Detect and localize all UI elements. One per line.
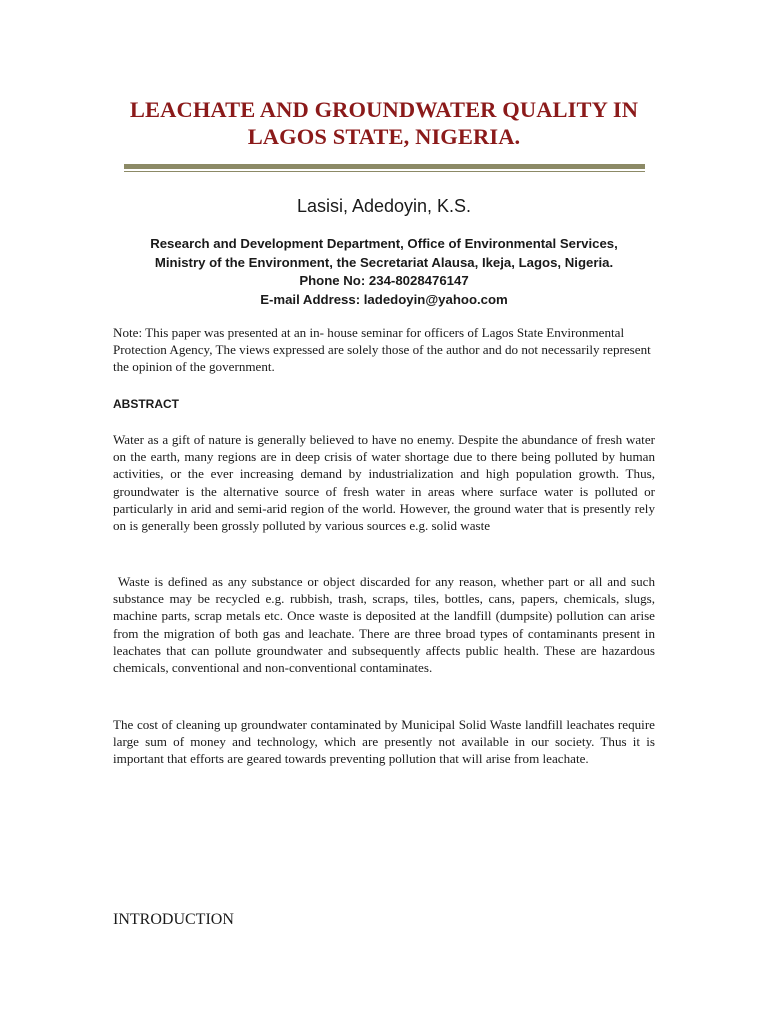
abstract-paragraph-2: Waste is defined as any substance or object discarded for any reason, whether part or all and such substance may be recycled e.g. rubbish, trash, scraps, tiles, bottles, cans, papers, chemicals, slugs, machine parts, scrap metals etc. Once waste is deposited at the landfill (dumpsite) pollution can arise from the migration of both gas and leachate. There are three broad types of contaminants present in leachates that can pollute groundwater and subsequently affects public health. These are hazardous chemicals, conventional and non-conventional contaminates.: [113, 574, 655, 676]
title-line-2: LAGOS STATE, NIGERIA.: [247, 124, 521, 149]
title-divider: [124, 164, 645, 172]
title-divider-thick: [124, 164, 645, 169]
affiliation-phone: Phone No: 234-8028476147: [299, 273, 469, 289]
abstract-heading: ABSTRACT: [113, 397, 179, 411]
author-affiliation: [100, 235, 668, 309]
author-name: Lasisi, Adedoyin, K.S.: [296, 196, 472, 216]
introduction-heading: INTRODUCTION: [113, 911, 234, 928]
document-title: [90, 96, 678, 150]
abstract-paragraph-1: Water as a gift of nature is generally believed to have no enemy. Despite the abundance of fresh water on the earth, many regions are in deep crisis of water shortage due to there being polluted by human activities, or the ever increasing demand by industrialization and high population growth. Thus, groundwater is the alternative source of fresh water in areas where surface water is polluted or particularly in arid and semi-arid region of the world. However, the ground water that is presently rely on is generally been grossly polluted by various sources e.g. solid waste: [113, 432, 655, 534]
title-divider-thin: [124, 171, 645, 172]
affiliation-line-2: Ministry of the Environment, the Secretariat Alausa, Ikeja, Lagos, Nigeria.: [154, 254, 614, 270]
affiliation-line-1: Research and Development Department, Office of Environmental Services,: [150, 236, 618, 251]
title-line-1: LEACHATE AND GROUNDWATER QUALITY IN: [129, 97, 639, 122]
abstract-paragraph-3: The cost of cleaning up groundwater contaminated by Municipal Solid Waste landfill leachates require large sum of money and technology, which are presently not available in our society. Thus it is important that efforts are geared towards preventing pollution that will arise from leachate.: [113, 717, 655, 767]
seminar-note: Note: This paper was presented at an in- house seminar for officers of Lagos State Environmental Protection Agency, The views expressed are solely those of the author and do not necessarily represent the opinion of the government.: [113, 325, 651, 375]
affiliation-email: E-mail Address: ladedoyin@yahoo.com: [260, 291, 508, 307]
